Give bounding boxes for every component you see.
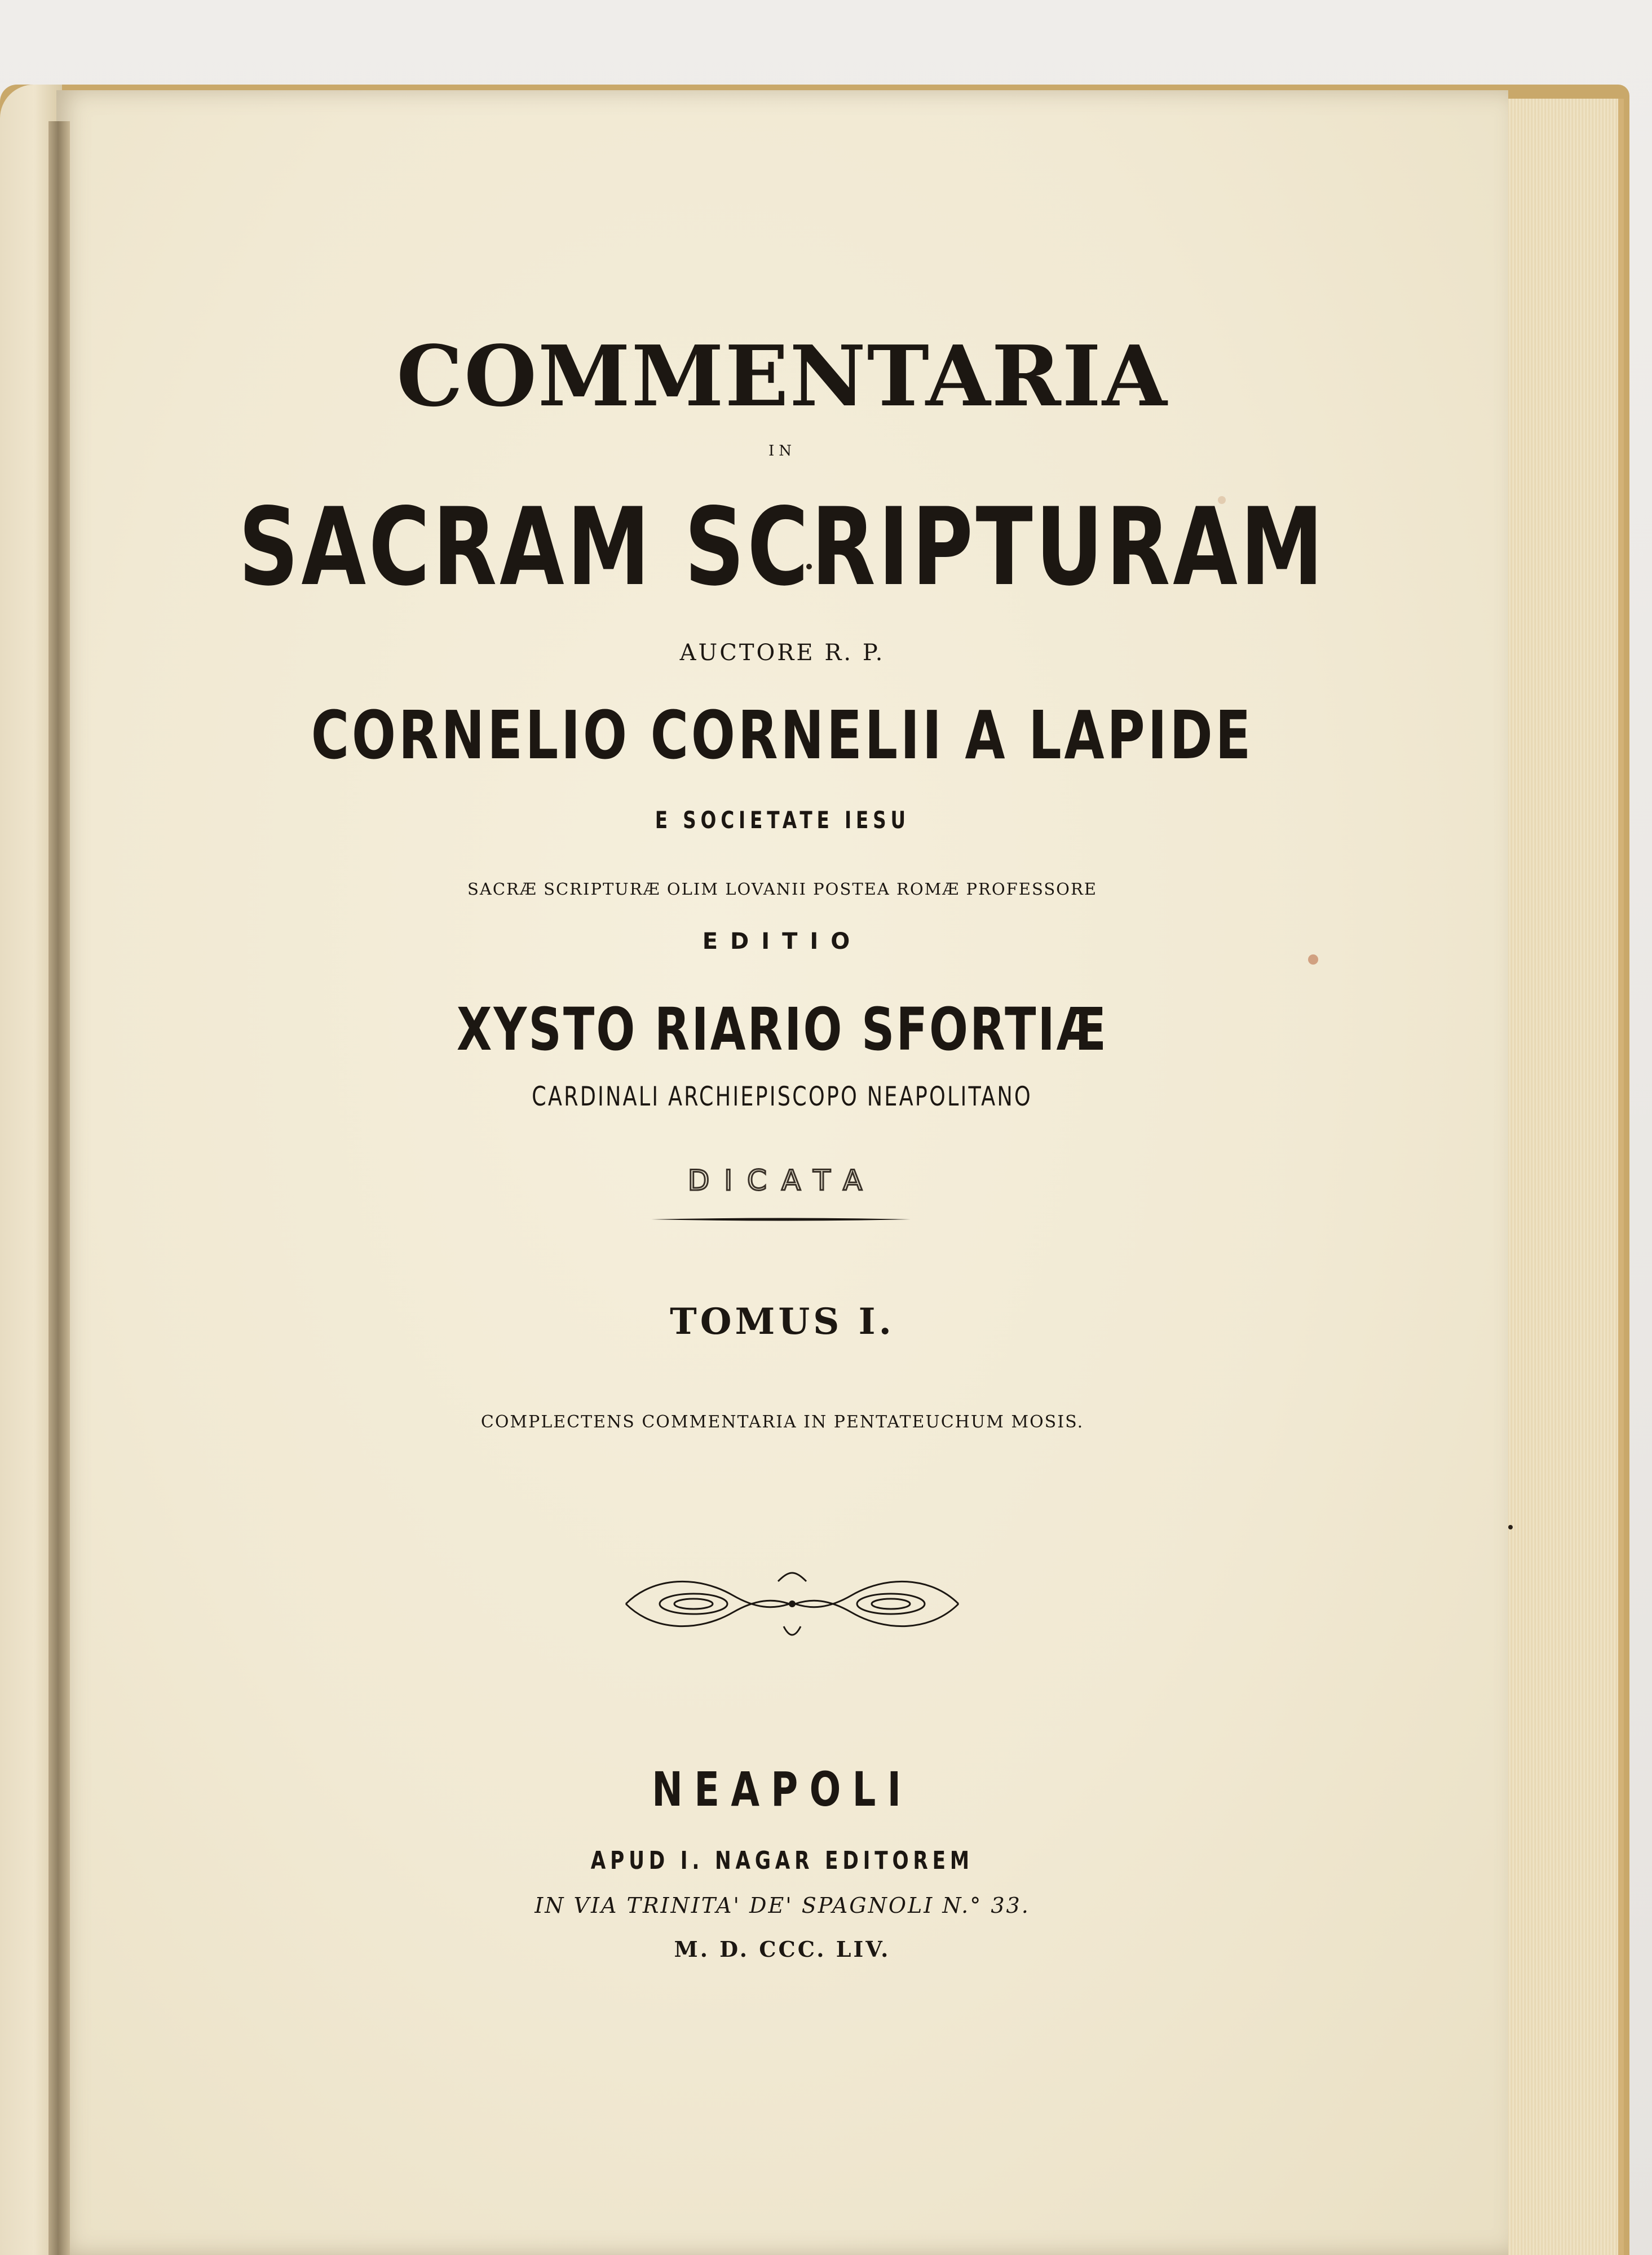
editio-text: EDITIO	[702, 928, 863, 954]
year-text: M. D. CCC. LIV.	[674, 1936, 891, 1962]
publisher-line	[56, 1846, 1508, 1875]
auctore-line	[56, 640, 1508, 666]
editio-line	[56, 928, 1508, 954]
order-text: E SOCIETATE IESU	[655, 806, 910, 834]
order-line	[56, 806, 1508, 834]
contents-line	[56, 1412, 1508, 1432]
address-line	[56, 1893, 1508, 1918]
foxing-spot	[1308, 954, 1318, 965]
scroll-flourish-ornament	[620, 1564, 964, 1643]
title-text: COMMENTARIA	[396, 327, 1168, 425]
year-line	[56, 1936, 1508, 1962]
contents-text: COMPLECTENS COMMENTARIA IN PENTATEUCHUM MOSIS.	[480, 1412, 1084, 1432]
dedicatee-name	[56, 995, 1508, 1064]
dedicatee-text: XYSTO RIARIO SFORTIÆ	[456, 995, 1108, 1064]
author-text: CORNELIO CORNELII A LAPIDE	[311, 696, 1254, 774]
connector-text: IN	[768, 443, 797, 459]
dedicatee-title-text: CARDINALI ARCHIEPISCOPO NEAPOLITANO	[532, 1081, 1033, 1112]
subject-heading	[56, 485, 1508, 609]
title-connector	[56, 443, 1508, 459]
page-fore-edge	[1500, 99, 1624, 2255]
city-text: NEAPOLI	[652, 1762, 913, 1817]
description-text: SACRÆ SCRIPTURÆ OLIM LOVANII POSTEA ROMÆ PROFESSORE	[467, 879, 1097, 899]
volume-line	[56, 1301, 1508, 1343]
dedicatee-title	[56, 1081, 1508, 1112]
publisher-text: APUD I. NAGAR EDITOREM	[590, 1846, 974, 1875]
dicata-line	[56, 1164, 1508, 1197]
address-text: IN VIA TRINITA' DE' SPAGNOLI N.° 33.	[535, 1893, 1030, 1918]
subject-text: SACRAM SCRIPTURAM	[238, 485, 1326, 609]
swelled-rule	[651, 1218, 911, 1221]
author-description	[56, 879, 1508, 899]
foxing-spot	[1508, 1525, 1513, 1529]
title-heading	[56, 327, 1508, 425]
auctore-text: AUCTORE R. P.	[679, 640, 885, 666]
author-name	[56, 696, 1508, 774]
dicata-text: DICATA	[687, 1164, 877, 1197]
volume-text: TOMUS I.	[670, 1301, 895, 1343]
title-page	[56, 90, 1508, 2255]
city-line	[56, 1762, 1508, 1817]
